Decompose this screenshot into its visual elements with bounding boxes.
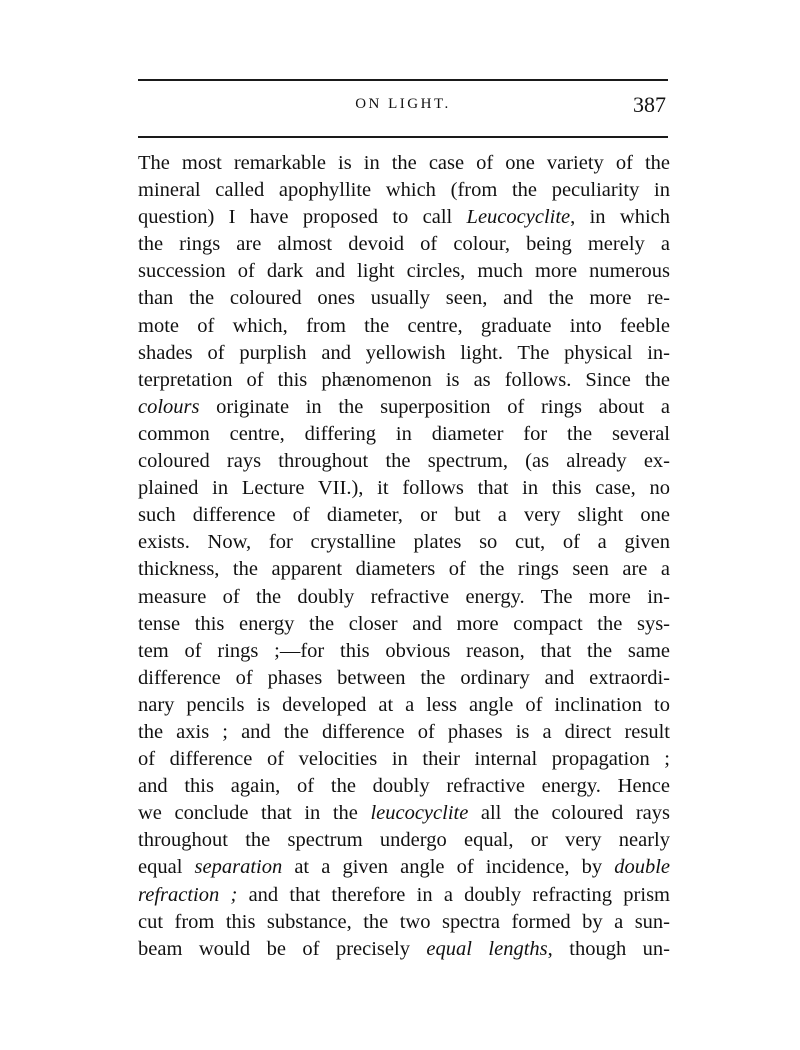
text-run: , in which <box>570 206 670 229</box>
running-head <box>138 92 668 126</box>
text-run: the axis ; and the difference of phases is a direct result <box>138 720 670 743</box>
text-line <box>138 285 670 312</box>
text-run: and that therefore in a doubly refracting prism <box>237 883 670 906</box>
text-run: and this again, of the doubly refractive energy. Hence <box>138 775 670 798</box>
text-run: , though un- <box>547 937 670 960</box>
text-line <box>138 340 670 367</box>
italic-text: leucocyclite <box>370 802 469 825</box>
text-line <box>138 584 670 611</box>
text-line <box>138 367 670 394</box>
text-run: tense this energy the closer and more compact the sys- <box>138 612 670 635</box>
text-line <box>138 827 670 854</box>
text-run: cut from this substance, the two spectra formed by a sun- <box>138 910 670 933</box>
text-run: originate in the superposition of rings about a <box>199 395 670 418</box>
text-run: at a given angle of incidence, by <box>282 856 615 879</box>
text-line <box>138 800 670 827</box>
text-run: of difference of velocities in their internal propagation ; <box>138 748 670 771</box>
body-paragraph <box>138 150 670 963</box>
text-line <box>138 611 670 638</box>
text-run: The most remarkable is in the case of one variety of the <box>138 152 670 174</box>
text-run: thickness, the apparent diameters of the rings seen are a <box>138 558 670 581</box>
page-number: 387 <box>633 92 666 117</box>
text-line <box>138 936 670 963</box>
text-line <box>138 719 670 746</box>
text-line <box>138 529 670 556</box>
text-line <box>138 204 670 231</box>
text-run: such difference of diameter, or but a very slight one <box>138 504 670 527</box>
text-line <box>138 638 670 665</box>
italic-text: Leucocyclite <box>466 206 571 229</box>
text-run: beam would be of precisely <box>138 937 427 960</box>
text-run: terpretation of this phænomenon is as follows. Since the <box>138 368 670 391</box>
text-line <box>138 746 670 773</box>
text-line <box>138 394 670 421</box>
text-run: than the coloured ones usually seen, and the more re- <box>138 287 670 310</box>
text-line <box>138 854 670 881</box>
text-line <box>138 421 670 448</box>
text-line <box>138 231 670 258</box>
italic-text: colours <box>138 395 200 418</box>
text-line <box>138 556 670 583</box>
running-title: ON LIGHT. <box>355 96 451 112</box>
italic-text: separation <box>194 856 283 879</box>
text-run: nary pencils is developed at a less angle of inclination to <box>138 693 670 716</box>
text-run: measure of the doubly refractive energy. The more in- <box>138 585 670 608</box>
text-run: shades of purplish and yellowish light. The physical in- <box>138 341 670 364</box>
text-run: question) I have proposed to call <box>138 206 467 229</box>
text-run: coloured rays throughout the spectrum, (as already ex- <box>138 450 670 473</box>
text-run: throughout the spectrum undergo equal, or very nearly <box>138 829 670 852</box>
text-line <box>138 258 670 285</box>
text-line <box>138 150 670 177</box>
text-line <box>138 448 670 475</box>
text-run: tem of rings ;—for this obvious reason, that the same <box>138 639 670 662</box>
text-line <box>138 882 670 909</box>
text-run: equal <box>138 856 195 879</box>
text-run: plained in Lecture VII.), it follows that in this case, no <box>138 477 670 500</box>
text-run: mineral called apophyllite which (from the peculiarity in <box>138 179 670 202</box>
text-line <box>138 665 670 692</box>
text-line <box>138 502 670 529</box>
text-run: we conclude that in the <box>138 802 371 825</box>
text-line <box>138 909 670 936</box>
text-run: mote of which, from the centre, graduate into feeble <box>138 314 670 337</box>
text-line <box>138 313 670 340</box>
italic-text: equal lengths <box>426 937 548 960</box>
italic-text: double <box>614 856 670 879</box>
text-line <box>138 177 670 204</box>
text-run: succession of dark and light circles, much more numerous <box>138 260 670 283</box>
text-run: difference of phases between the ordinary and extraordi- <box>138 666 670 689</box>
text-line <box>138 773 670 800</box>
italic-text: refraction ; <box>138 883 238 906</box>
header-top-rule <box>138 79 668 81</box>
header-bottom-rule <box>138 136 668 138</box>
text-line <box>138 475 670 502</box>
text-run: all the coloured rays <box>468 802 670 825</box>
text-run: common centre, differing in diameter for the several <box>138 422 670 445</box>
text-run: exists. Now, for crystalline plates so cut, of a given <box>138 531 670 554</box>
text-line <box>138 692 670 719</box>
text-run: the rings are almost devoid of colour, being merely a <box>138 233 670 256</box>
